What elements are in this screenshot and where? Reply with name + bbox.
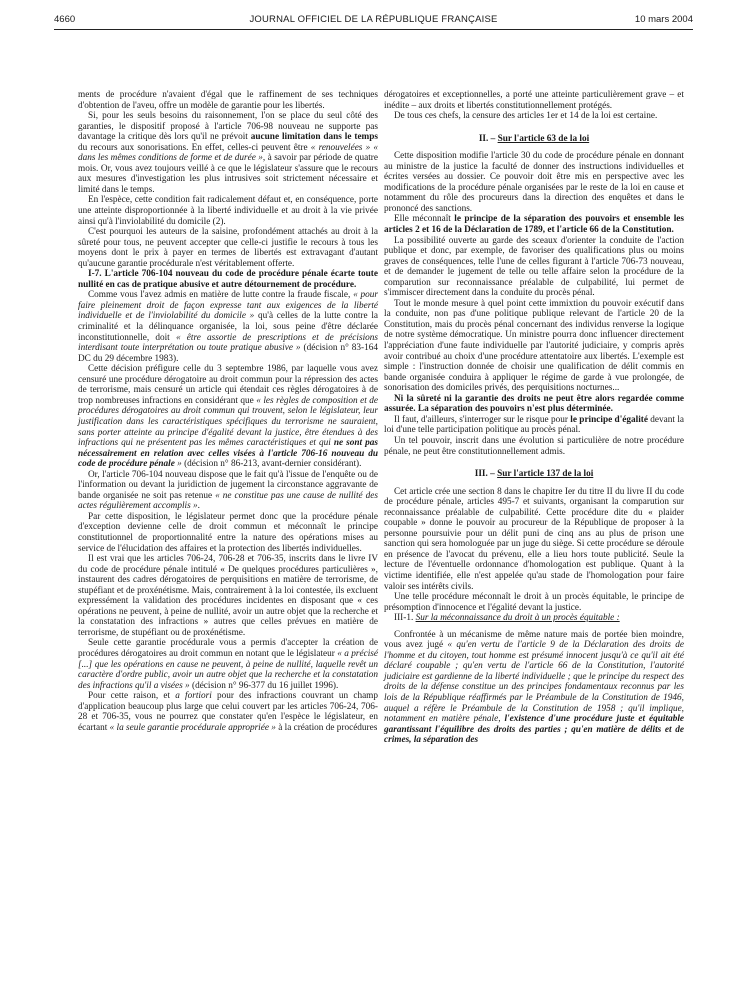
paragraph: Seule cette garantie procédurale vous a permis d'accepter la création de procédures dérogatoires au droit commun en notant que le législateur « a précisé [...] que les opérations en cause ne peuvent, à peine de nullité, laquelle revêt un caractère d'ordre public, avoir un autre objet que la recherche et la constatation des infractions qu'il a visées » (décision n° 96-377 du 16 juillet 1996).	[78, 638, 378, 691]
paragraph: En l'espèce, cette condition fait radicalement défaut et, en conséquence, porte une atteinte disproportionnée à la liberté individuelle et au droit à la vie privée ainsi qu'à l'inviolabilité du domicile (2).	[78, 195, 378, 227]
section-heading-ii: II. – Sur l'article 63 de la loi	[478, 133, 590, 144]
paragraph: Or, l'article 706-104 nouveau dispose que le fait qu'à l'issue de l'enquête ou de l'information ou devant la juridiction de jugement la circonstance aggravante de bande organisée ne soit pas retenue « ne constitue pas une cause de nullité des actes régulièrement accomplis ».	[78, 469, 378, 512]
paragraph: Confrontée à un mécanisme de même nature mais de portée bien moindre, vous avez jugé « qu'en vertu de l'article 9 de la Déclaration des droits de l'homme et du citoyen, tout homme est présumé innocent jusqu'à ce qu'il ait été déclaré coupable ; qu'en vertu de l'article 66 de la Constitution, l'autorité judiciaire est gardienne de la liberté individuelle ; que le principe du respect des droits de la défense constitue un des principes fondamentaux reconnus par les lois de la République réaffirmés par le Préambule de la Constitution de 1946, auquel a réfère le Préambule de la Constitution de 1958 ; qu'il implique, notamment en matière pénale, l'existence d'une procédure juste et équitable garantissant l'équilibre des droits des parties ; qu'en matière de délits et de crimes, la séparation des	[384, 629, 685, 746]
paragraph: De tous ces chefs, la censure des articles 1er et 14 de la loi est certaine.	[394, 111, 658, 122]
paragraph: Tout le monde mesure à quel point cette immixtion du pouvoir exécutif dans la conduite, non pas d'une politique publique relevant de l'article 20 de la Constitution, mais du procès pénal concernant des individus renverse la logique de notre système démocratique. Un ministre pourra donc influencer directement l'appréciation d'une faute individuelle par l'autorité judiciaire, y compris après avoir contribué au choix d'une procédure attentatoire aux libertés. L'exemple est simple : l'instruction donnée de choisir une qualification de délit commis en bande organisée conduira à appliquer le régime de garde à vue prolongée, de sonorisation des domiciles privés, des perquisitions nocturnes...	[384, 298, 684, 394]
paragraph: C'est pourquoi les auteurs de la saisine, profondément attachés au droit à la sûreté pour tous, ne peuvent accepter que celle-ci justifie le recours à tous les moyens dont le prix à payer en termes de libertés est extravagant d'autant qu'aucune garantie procédurale n'est véritablement offerte.	[78, 227, 378, 269]
paragraph: La possibilité ouverte au garde des sceaux d'orienter la conduite de l'action publique et donc, par exemple, de favoriser des qualifications plus ou moins graves de conséquences, telle l'une de celles figurant à l'article 706-73 nouveau, et de demander le jugement de telle ou telle affaire selon la procédure de la comparution sur reconnaissance préalable de culpabilité, lui permet de s'immiscer directement dans la conduite du procès pénal.	[384, 235, 684, 299]
paragraph: Ni la sûreté ni la garantie des droits ne peut être alors regardée comme assurée. La séparation des pouvoirs n'est plus déterminée.	[384, 393, 684, 415]
left-column	[78, 90, 378, 733]
paragraph: Pour cette raison, et a fortiori pour des infractions couvrant un champ d'application beaucoup plus large que celui couvert par les articles 706-24, 706-28 et 706-35, vous ne pourrez que constater qu'en l'espèce le législateur, en écartant « la seule garantie procédurale appropriée » à la création de procédures	[78, 691, 378, 733]
subsection-heading-iii-1: III-1. Sur la méconnaissance du droit à un procès équitable :	[394, 613, 620, 624]
section-heading-iii: III. – Sur l'article 137 de la loi	[474, 469, 594, 480]
paragraph: Cette disposition modifie l'article 30 du code de procédure pénale en donnant au ministre de la justice la faculté de donner des instructions individuelles et écrites versées au dossier. Ce pouvoir doit être mis en perspective avec les modifications de la procédure pénale organisées par le reste de la loi en cause et notamment du rôle des procureurs dans la direction des enquêtes et dans le prononcé des sanctions.	[384, 151, 684, 214]
paragraph: Il est vrai que les articles 706-24, 706-28 et 706-35, inscrits dans le livre IV du code de procédure pénale intitulé « De quelques procédures particulières », instaurent des cadres dérogatoires de perquisitions en matière de terrorisme, de stupéfiant et de proxénétisme. Mais, contrairement à la loi contestée, ils excluent expressément la validation des procédures incidentes en disposant que « ces opérations ne peuvent, à peine de nullité, avoir un autre objet que la recherche et la constatation des infractions » autres que celles prévues en matière de terrorisme, de stupéfiant ou de proxénétisme.	[78, 554, 378, 638]
paragraph: ments de procédure n'avaient d'égal que le raffinement de ses techniques d'obtention de l'aveu, offre un modèle de garantie pour les libertés.	[78, 90, 378, 111]
paragraph: dérogatoires et exceptionnelles, a porté une atteinte particulièrement grave – et inédite – aux droits et libertés constitutionnellement protégés.	[384, 90, 684, 111]
paragraph: Une telle procédure méconnaît le droit à un procès équitable, le principe de présomption d'innocence et l'égalité devant la justice.	[384, 592, 684, 613]
journal-title: JOURNAL OFFICIEL DE LA RÉPUBLIQUE FRANÇAISE	[249, 14, 498, 25]
paragraph: Cette décision préfigure celle du 3 septembre 1986, par laquelle vous avez censuré une procédure dérogatoire au droit commun pour la répression des actes de terrorisme, mais censuré un article qui étendait ces règles dérogatoires à de trop nombreuses infractions en considérant que « les règles de composition et de procédures dérogatoires au droit commun qui trouvent, selon le législateur, leur justification dans les caractéristiques spécifiques du terrorisme ne sauraient, sans porter atteinte au principe d'égalité devant la justice, être étendues à des infractions qui ne présentent pas les mêmes caractéristiques et qui ne sont pas nécessairement en relation avec celles visées à l'article 706-16 nouveau du code de procédure pénale » (décision n° 86-213, avant-dernier considérant).	[78, 364, 378, 470]
paragraph: Si, pour les seuls besoins du raisonnement, l'on se place du seul côté des garanties, le dispositif proposé à l'article 706-98 nouveau ne supporte pas davantage la critique dès lors qu'il ne prévoit aucune limitation dans le temps du recours aux sonorisations. En effet, celles-ci peuvent être « renouvelées » « dans les mêmes conditions de forme et de durée », à savoir par période de quatre mois. Or, vous avez toujours veillé à ce que le législateur s'assure que le recours aux mesures d'investigation les plus intrusives soit strictement nécessaire et limité dans le temps.	[78, 111, 378, 195]
right-column	[384, 90, 684, 746]
issue-date: 10 mars 2004	[634, 14, 693, 25]
paragraph: Elle méconnaît le principe de la séparation des pouvoirs et ensemble les articles 2 et 16 de la Déclaration de 1789, et l'article 66 de la Constitution.	[384, 214, 684, 236]
header-rule	[54, 29, 693, 30]
paragraph: Cet article crée une section 8 dans le chapitre Ier du titre II du livre II du code de procédure pénale, articles 495-7 et suivants, organisant la comparution sur reconnaissance préalable de culpabilité. Cette procédure dite du « plaider coupable » donne le pouvoir au procureur de la République de proposer à la personne poursuivie pour un délit puni de cinq ans au plus de prison une sanction qui sera homologuée par un juge du siège. Si cette procédure se déroule en présence de l'avocat du prévenu, elle a lieu hors toute publicité. Seule la lecture de l'éventuelle ordonnance d'homologation est publique. Quant à la victime identifiée, elle n'est appelée qu'au stade de l'homologation pour faire valoir ses intérêts civils.	[384, 486, 684, 592]
page-number: 4660	[54, 14, 76, 25]
paragraph: Un tel pouvoir, inscrit dans une évolution si particulière de notre procédure pénale, ne peut être constitutionnellement admis.	[384, 435, 684, 457]
paragraph: Comme vous l'avez admis en matière de lutte contre la fraude fiscale, « pour faire pleinement droit de façon expresse tant aux exigences de la liberté individuelle et de l'inviolabilité du domicile » qu'à celles de la lutte contre la criminalité et la délinquance organisée, la loi, sous peine d'être déclarée inconstitutionnelle, doit « être assortie de prescriptions et de précisions interdisant toute interprétation ou toute pratique abusive » (décision n° 83-164 DC du 29 décembre 1983).	[78, 290, 378, 364]
paragraph: Il faut, d'ailleurs, s'interroger sur le risque pour le principe d'égalité devant la loi d'une telle participation politique au procès pénal.	[384, 414, 684, 436]
page-header	[54, 14, 693, 30]
section-heading-i7: I-7. L'article 706-104 nouveau du code de procédure pénale écarte toute nullité en cas de pratique abusive et autre détournement de procédure.	[78, 269, 378, 290]
paragraph: Par cette disposition, le législateur permet donc que la procédure pénale d'exception devienne celle de droit commun et méconnaît le principe constitutionnel de proportionnalité entre la nature des opérations mises au service de l'élucidation des affaires et la protection des libertés individuelles.	[78, 511, 378, 554]
